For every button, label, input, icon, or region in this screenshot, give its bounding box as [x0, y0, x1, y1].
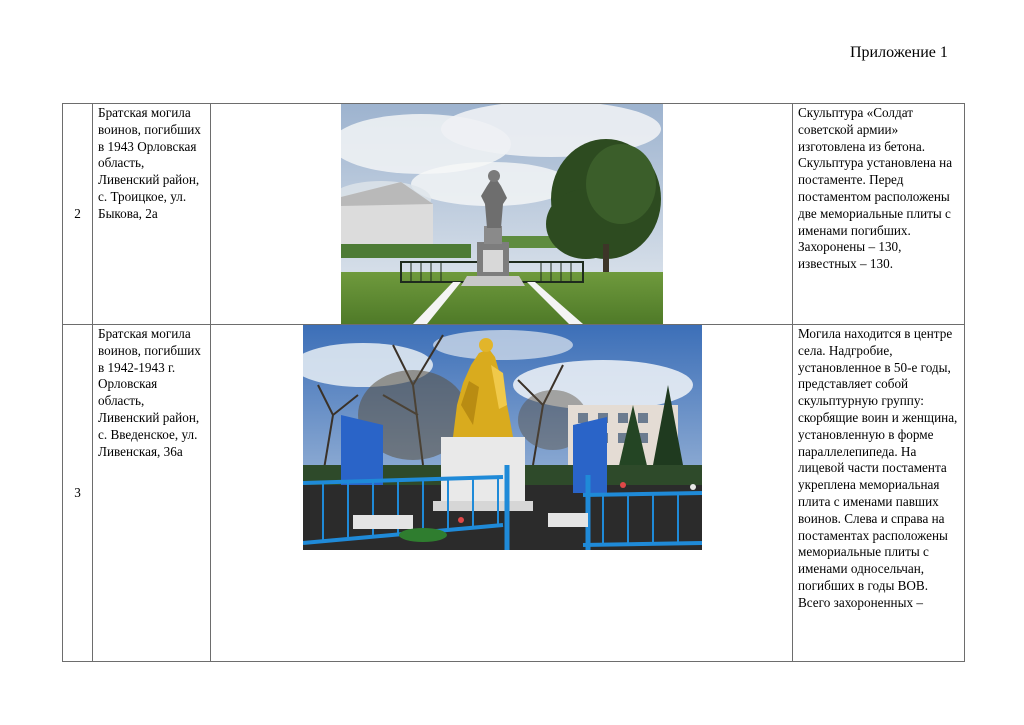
memorials-table [62, 103, 965, 662]
memorial-name-cell [93, 104, 211, 325]
appendix-label: Приложение 1 [850, 44, 948, 61]
table-row [63, 104, 965, 325]
memorial-name-cell [93, 325, 211, 662]
description-cell [793, 104, 965, 325]
memorial-description: Скульптура «Солдат советской армии» изготовлена из бетона. Скульптура установлена на постаменте. Перед постаментом расположены две мемориальные плиты с именами погибших. Захоронены – 130, известных – 130. [798, 105, 953, 272]
memorial-description: Могила находится в центре села. Надгробие, установленное в 50-е годы, представляет собой скульптурную группу: скорбящие воин и женщина, установленную в форме параллелепипеда. На лицевой части постамента укреплена мемориальная плита с именами павших воинов. Слева и справа на постаментах расположены мемориальные плиты с именами односельчан, погибших в годы ВОВ. Всего захороненных – [798, 326, 958, 610]
description-cell [793, 325, 965, 662]
row-number: 2 [63, 104, 93, 325]
memorial-name: Братская могила воинов, погибших в 1942-1943 г. Орловская область, Ливенский район, с. Введенское, ул. Ливенская, 36а [98, 326, 201, 459]
table-row [63, 325, 965, 662]
row-number: 3 [63, 325, 93, 662]
memorial-photo-golden-sculpture [303, 325, 702, 550]
memorial-photo-soldier-statue [341, 104, 663, 324]
photo-cell [211, 325, 793, 662]
photo-cell [211, 104, 793, 325]
memorial-name: Братская могила воинов, погибших в 1943 Орловская область, Ливенский район, с. Троицкое, ул. Быкова, 2а [98, 105, 201, 221]
